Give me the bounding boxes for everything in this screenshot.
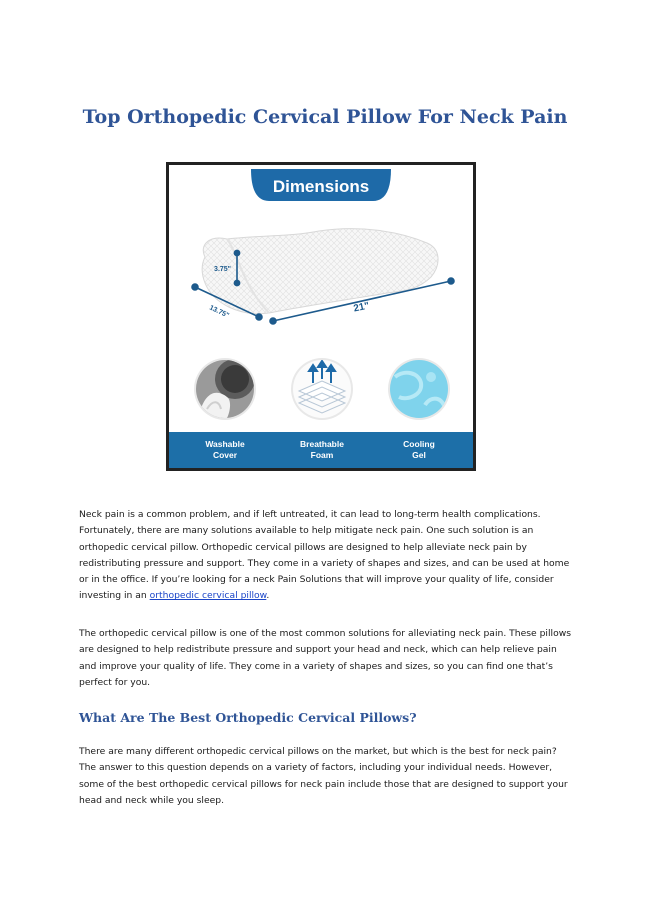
document-title: Top Orthopedic Cervical Pillow For Neck Pain	[82, 106, 568, 128]
product-image	[166, 162, 476, 471]
height-dimension: 3.75"	[214, 266, 231, 273]
section-heading: What Are The Best Orthopedic Cervical Pillows?	[79, 710, 417, 725]
intro-text: Neck pain is a common problem, and if left untreated, it can lead to long-term health complications. Fortunately, there are many solutions available to help mitigate neck pain. One such solution is an orthopedic cervical pillow. Orthopedic cervical pillows are designed to help alleviate neck pain by redistributing pressure and support. They come in a variety of shapes and sizes, and can be used at home or in the office. If you’re looking for a neck Pain Solutions that will improve your quality of life, consider investing in an	[79, 509, 570, 602]
feature-1-line1: Washable	[205, 439, 245, 449]
body-paragraph-3: There are many different orthopedic cervical pillows on the market, but which is the best for neck pain? The answer to this question depends on a variety of factors, including your individual needs. However, some of the best orthopedic cervical pillows for neck pain include those that are designed to support your head and neck while you sleep.	[79, 746, 568, 806]
feature-2-line2: Foam	[310, 450, 334, 460]
cooling-gel-icon	[388, 358, 450, 420]
orthopedic-pillow-link[interactable]: orthopedic cervical pillow	[149, 590, 267, 602]
feature-2-line1: Breathable	[300, 439, 344, 449]
width-dimension: 21"	[352, 300, 371, 315]
feature-1-line2: Cover	[212, 450, 238, 460]
intro-end: .	[266, 590, 270, 602]
dimensions-label: Dimensions	[272, 177, 370, 196]
depth-dimension: 13.75"	[208, 304, 231, 320]
body-paragraph-2: The orthopedic cervical pillow is one of the most common solutions for alleviating neck pain. These pillows are designed to help redistribute pressure and support your head and neck, which can help relieve pain and improve your quality of life. They come in a variety of shapes and sizes, so you can find one that’s perfect for you.	[79, 628, 572, 688]
feature-3-line2: Gel	[412, 450, 426, 460]
breathable-foam-icon	[291, 358, 353, 420]
feature-3-line1: Cooling	[403, 439, 435, 449]
washable-cover-icon	[194, 358, 256, 421]
intro-paragraph	[79, 507, 572, 605]
